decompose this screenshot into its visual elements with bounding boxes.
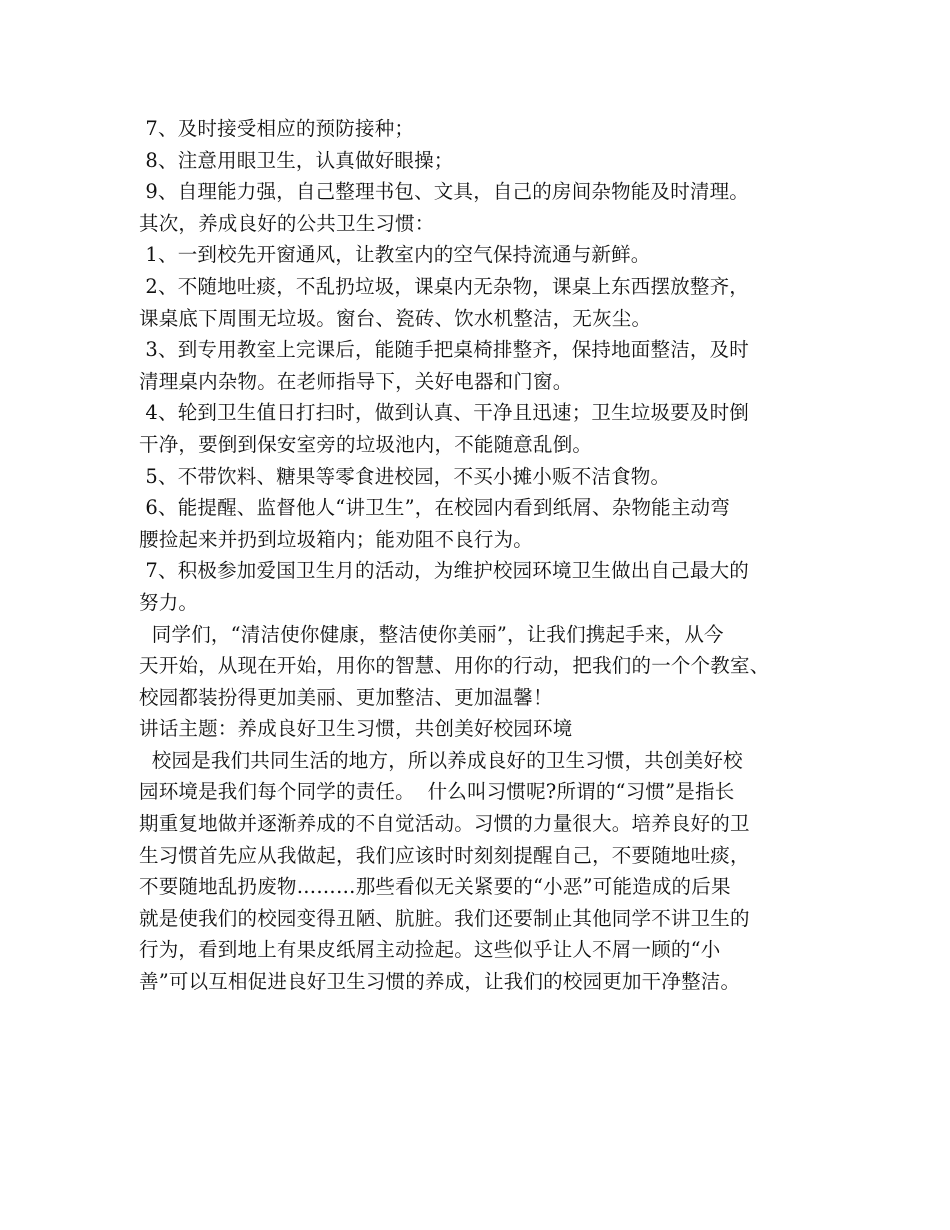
text-line: 腰捡起来并扔到垃圾箱内；能劝阻不良行为。 — [139, 527, 534, 551]
text-line: 6、能提醒、监督他人“讲卫生”，在校园内看到纸屑、杂物能主动弯 — [139, 496, 730, 520]
text-line: 天开始，从现在开始，用你的智慧、用你的行动，把我们的一个个教室、 — [139, 654, 770, 678]
text-line: 7、积极参加爱国卫生月的活动，为维护校园环境卫生做出自己最大的 — [139, 559, 750, 583]
text-line: 清理桌内杂物。在老师指导下，关好电器和门窗。 — [139, 369, 573, 393]
text-line: 生习惯首先应从我做起，我们应该时时刻刻提醒自己，不要随地吐痰， — [139, 843, 750, 867]
text-line: 园环境是我们每个同学的责任。 什么叫习惯呢?所谓的“习惯”是指长 — [139, 780, 735, 804]
text-line: 善”可以互相促进良好卫生习惯的养成，让我们的校园更加干净整洁。 — [139, 970, 741, 994]
text-line: 期重复地做并逐渐养成的不自觉活动。习惯的力量很大。培养良好的卫 — [139, 812, 750, 836]
text-line: 7、及时接受相应的预防接种； — [139, 117, 415, 140]
text-line: 9、自理能力强，自己整理书包、文具，自己的房间杂物能及时清理。 — [139, 180, 750, 204]
text-line: 1、一到校先开窗通风，让教室内的空气保持流通与新鲜。 — [139, 243, 651, 267]
text-line: 就是使我们的校园变得丑陋、肮脏。我们还要制止其他同学不讲卫生的 — [139, 906, 750, 930]
speech-topic-heading: 讲话主题：养成良好卫生习惯，共创美好校园环境 — [139, 717, 573, 741]
text-line: 课桌底下周围无垃圾。窗台、瓷砖、饮水机整洁，无灰尘。 — [139, 306, 652, 330]
text-line: 同学们，“清洁使你健康，整洁使你美丽”，让我们携起手来，从今 — [139, 622, 724, 646]
document-body — [139, 113, 824, 998]
text-line: 行为，看到地上有果皮纸屑主动捡起。这些似乎让人不屑一顾的“小 — [139, 938, 721, 962]
section-heading: 其次，养成良好的公共卫生习惯： — [139, 211, 435, 235]
text-line: 5、不带饮料、糖果等零食进校园，不买小摊小贩不洁食物。 — [139, 464, 671, 488]
text-line: 4、轮到卫生值日打扫时，做到认真、干净且迅速；卫生垃圾要及时倒 — [139, 401, 750, 425]
text-line: 2、不随地吐痰，不乱扔垃圾，课桌内无杂物，课桌上东西摆放整齐， — [139, 274, 750, 298]
text-line: 不要随地乱扔废物………那些看似无关紧要的“小恶”可能造成的后果 — [139, 875, 731, 899]
text-line: 8、注意用眼卫生，认真做好眼操； — [139, 148, 454, 172]
text-line: 干净，要倒到保安室旁的垃圾池内，不能随意乱倒。 — [139, 432, 593, 456]
text-line: 校园都装扮得更加美丽、更加整洁、更加温馨！ — [139, 685, 553, 709]
text-line: 3、到专用教室上完课后，能随手把桌椅排整齐，保持地面整洁，及时 — [139, 338, 750, 362]
text-line: 努力。 — [139, 590, 199, 614]
text-line: 校园是我们共同生活的地方，所以养成良好的卫生习惯，共创美好校 — [139, 748, 743, 772]
